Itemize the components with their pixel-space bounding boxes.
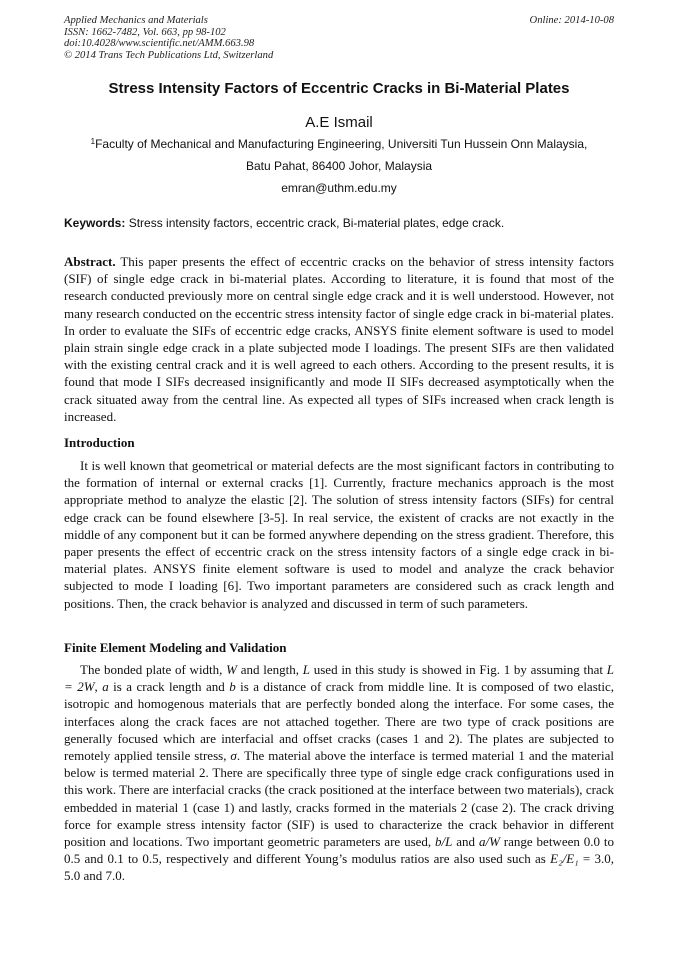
introduction-paragraph: It is well known that geometrical or material defects are the most significant factors in contributing to the formation of internal or external cracks [1]. Currently, fracture mechanics approach is the most appropriate method to analyze the elastic [2]. The solution of stress intensity factors (SIFs) for central edge crack can be found elsewhere [3-5]. In real service, the existent of cracks are not exactly in the middle of any component but it can be formed anywhere depending on the stress gradient. Therefore, this paper presents the effect of eccentric crack on the stress intensity factors of a single edge crack in bi-material plates. ANSYS finite element software is used to model and analyze the crack behavior subjected to mode I loading [6]. Two important parameters are considered such as crack length and positions. Then, the crack behavior is analyzed and discussed in term of such parameters. <box>64 458 614 611</box>
fem-paragraph <box>64 661 614 885</box>
affiliation-line-2: Batu Pahat, 86400 Johor, Malaysia <box>245 159 433 173</box>
fem-text-3: used in this study is showed in Fig. 1 by assuming that <box>310 662 607 677</box>
symbol-l: L <box>302 662 310 677</box>
copyright-line: © 2014 Trans Tech Publications Ltd, Switzerland <box>64 49 274 61</box>
issn-line: ISSN: 1662-7482, Vol. 663, pp 98-102 <box>64 26 226 38</box>
affiliation-line-1 <box>0 137 678 151</box>
paper-title: Stress Intensity Factors of Eccentric Cracks in Bi-Material Plates <box>108 80 570 97</box>
fem-text-7: . The material above the interface is termed material 1 and the material below is termed material 2. There are specifically three type of single edge crack configurations used in this work. There are interfacial cracks (the crack positioned at the interface between two materials), crack embedded in material 1 (case 1) and lastly, cracks formed in the materials 2 (case 2). The crack driving force for example stress intensity factor (SIF) is used to characterize the crack behavior in different position and locations. Two important geometric parameters are used, <box>64 748 614 850</box>
ratio-a-over-w: a/W <box>478 834 500 850</box>
fem-text-8: and <box>452 834 479 850</box>
journal-name: Applied Mechanics and Materials <box>64 15 208 26</box>
author-name: A.E Ismail <box>305 114 373 131</box>
author-email: emran@uthm.edu.my <box>281 181 397 195</box>
keywords-label: Keywords: <box>64 216 126 230</box>
symbol-w: W <box>226 662 238 677</box>
fem-text-10: = 3.0, 5.0 and 7.0. <box>64 851 614 884</box>
symbol-a: a <box>102 679 109 695</box>
abstract <box>64 253 614 425</box>
keywords-text: Stress intensity factors, eccentric crack, Bi-material plates, edge crack. <box>125 216 505 230</box>
fem-text-2: and length, <box>237 662 303 677</box>
symbol-b: b <box>229 679 236 695</box>
affiliation-text-1: Faculty of Mechanical and Manufacturing Engineering, Universiti Tun Hussein Onn Malaysia, <box>95 137 588 151</box>
fem-text-6: is a distance of crack from middle line. It is composed of two elastic, isotropic and homogenous materials that are perfectly bonded along the interface. For some cases, the interfaces along the crack faces are not attached together. There are two type of crack positions are generally focused which are interfacial and offset cracks (cases 1 and 2). The plates are subjected to remotely applied tensile stress, <box>64 679 615 764</box>
ratio-b-over-l: b/L <box>435 834 453 850</box>
abstract-label: Abstract. <box>64 254 116 269</box>
keywords <box>64 216 624 230</box>
equation-l-2w: L = 2W <box>64 662 615 695</box>
modulus-ratio: E₂/E₁ <box>550 851 579 867</box>
affiliation-marker: 1 <box>90 137 96 146</box>
fem-text-9: range between 0.0 to 0.5 and 0.1 to 0.5, respectively and different Young’s modulus ratios are also used such as <box>64 834 615 867</box>
fem-heading: Finite Element Modeling and Validation <box>64 640 287 655</box>
journal-header <box>64 15 614 61</box>
online-date: Online: 2014-10-08 <box>529 15 614 26</box>
symbol-sigma: σ <box>230 748 237 764</box>
introduction-heading: Introduction <box>64 435 135 450</box>
abstract-text: This paper presents the effect of eccentric cracks on the behavior of stress intensity factors (SIF) of single edge crack in bi-material plates. According to literature, it is found that most of the research conducted previously more on central single edge crack and it is well understood. However, not many research conducted on the eccentric stress intensity factor of single edge crack in bi-material plates. In order to evaluate the SIFs of eccentric edge cracks, ANSYS finite element software is used to model plain strain single edge crack in a plate subjected mode I loadings. The present SIFs are then validated with the existing central crack and it is well agreed to each others. According to the present results, it is found that mode I SIFs decreased insignificantly and mode II SIFs decreased asymptotically when the crack situated away from the central line. As expected all types of SIFs increased when crack length is increased. <box>64 254 614 424</box>
doi-line: doi:10.4028/www.scientific.net/AMM.663.98 <box>64 38 255 50</box>
fem-text-1: The bonded plate of width, <box>80 662 227 677</box>
fem-text-4: , <box>94 679 103 695</box>
fem-text-5: is a crack length and <box>108 679 230 695</box>
